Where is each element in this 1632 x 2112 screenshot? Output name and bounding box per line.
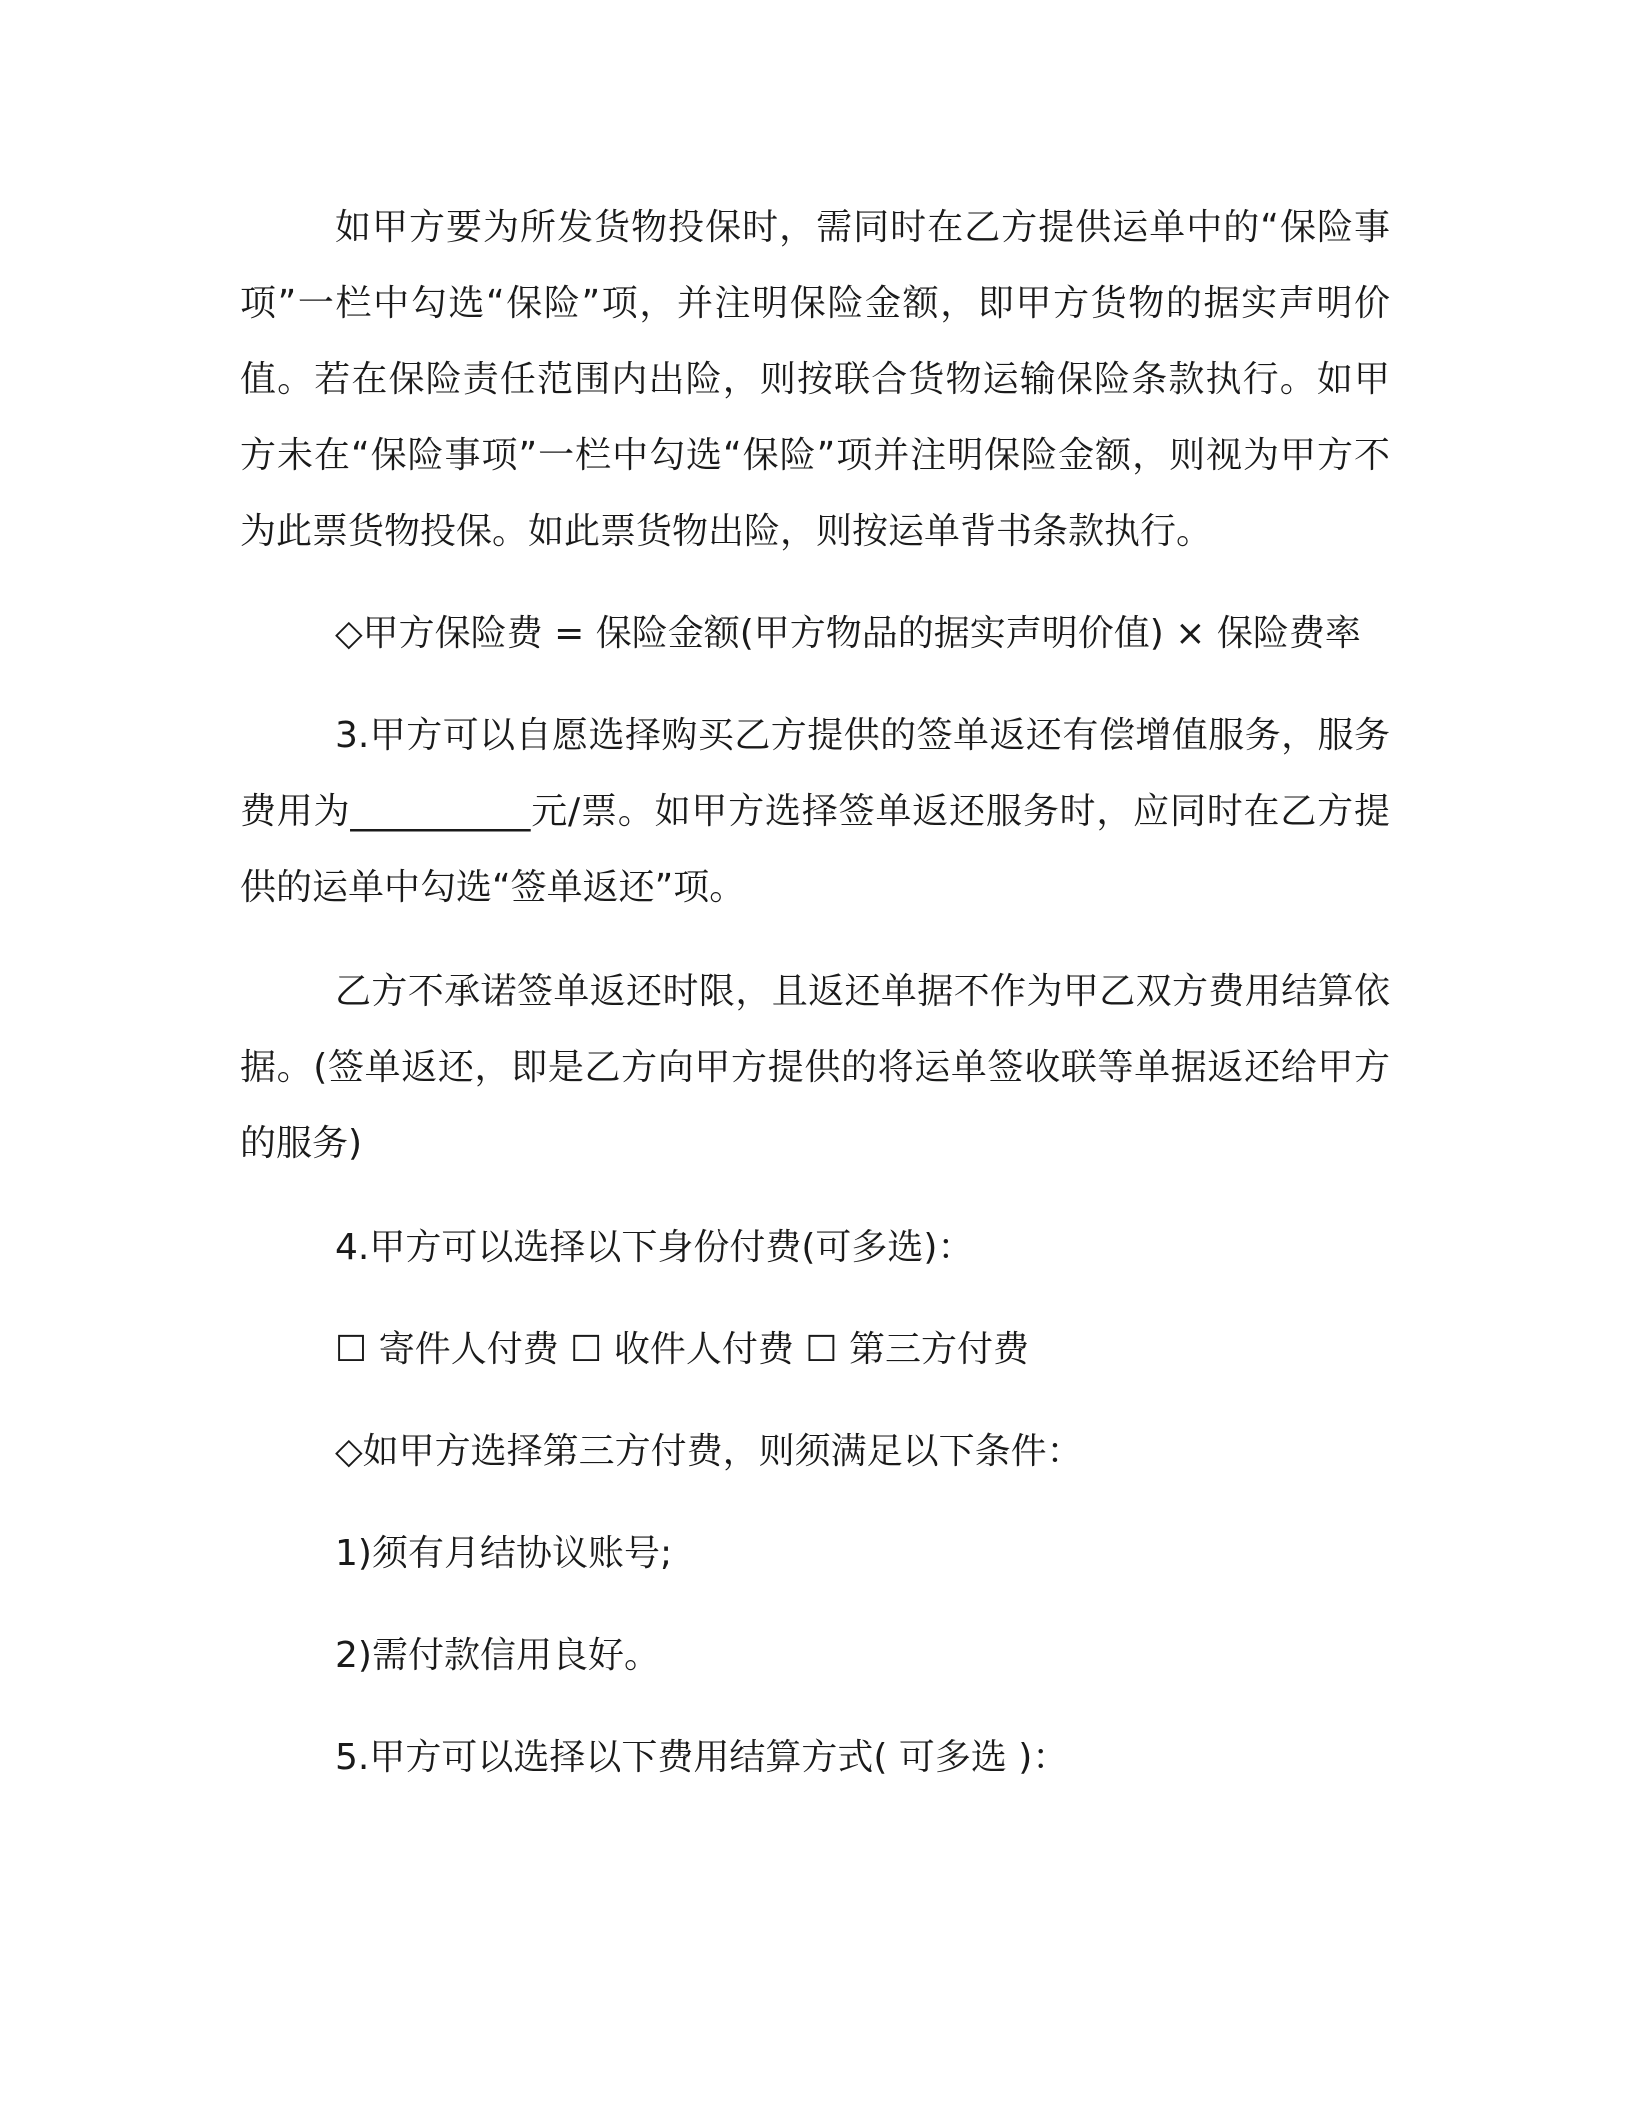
payer-identity-heading: 4.甲方可以选择以下身份付费(可多选)：	[335, 1227, 974, 1268]
condition-item-1: 1)须有月结协议账号;	[335, 1533, 673, 1574]
document-page	[240, 190, 1390, 1796]
sign-return-disclaimer: 乙方不承诺签单返还时限，且返还单据不作为甲乙双方费用结算依据。(签单返还，即是乙方向甲方提供的将运单签收联等单据返还给甲方的服务)	[240, 971, 1390, 1164]
insurance-fee-formula: ◇甲方保险费 = 保险金额(甲方物品的据实声明价值) × 保险费率	[335, 613, 1361, 654]
payer-options-checkbox-line: ☐ 寄件人付费 ☐ 收件人付费 ☐ 第三方付费	[335, 1329, 1030, 1370]
insurance-paragraph: 如甲方要为所发货物投保时，需同时在乙方提供运单中的“保险事项”一栏中勾选“保险”项，并注明保险金额，即甲方货物的据实声明价值。若在保险责任范围内出险，则按联合货物运输保险条款执行。如甲方未在“保险事项”一栏中勾选“保险”项并注明保险金额，则视为甲方不为此票货物投保。如此票货物出险，则按运单背书条款执行。	[240, 207, 1390, 552]
condition-item-2: 2)需付款信用良好。	[335, 1635, 660, 1676]
settlement-method-heading: 5.甲方可以选择以下费用结算方式( 可多选 )：	[335, 1737, 1069, 1778]
third-party-conditions-heading: ◇如甲方选择第三方付费，则须满足以下条件：	[335, 1431, 1083, 1472]
sign-return-service-paragraph: 3.甲方可以自愿选择购买乙方提供的签单返还有偿增值服务，服务费用为__________元/票。如甲方选择签单返还服务时，应同时在乙方提供的运单中勾选“签单返还”项。	[240, 715, 1390, 908]
